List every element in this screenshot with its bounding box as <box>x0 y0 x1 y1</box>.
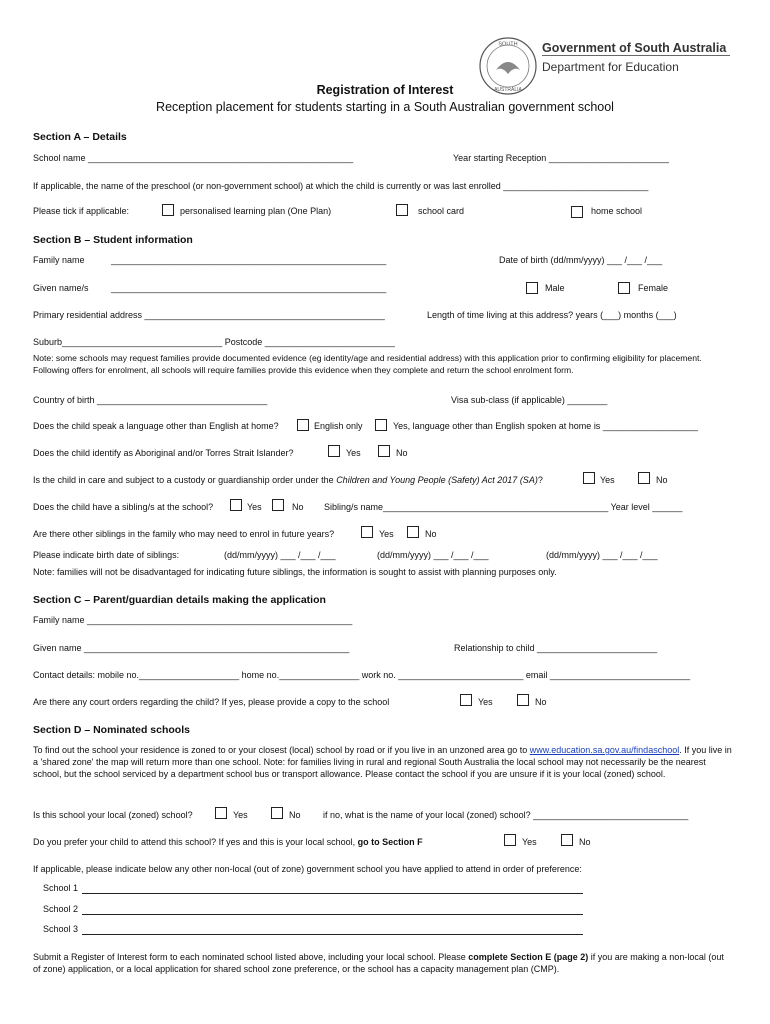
local-yes-checkbox[interactable] <box>215 807 227 819</box>
future-siblings-question: Are there other siblings in the family who may need to enrol in future years? <box>33 529 335 539</box>
residential-address-field[interactable]: Primary residential address ________________________________________________ <box>33 310 385 320</box>
one-plan-checkbox[interactable] <box>162 204 174 216</box>
court-yes-label: Yes <box>478 697 493 707</box>
relationship-field[interactable]: Relationship to child ________________________ <box>454 643 658 653</box>
preschool-field[interactable]: If applicable, the name of the preschool (or non-government school) at which the child is currently or was last enrolled _____________________________ <box>33 181 649 191</box>
evidence-note: Note: some schools may request families provide documented evidence (eg identity/age and residential address) with this application prior to confirming eligibility for placement. Following offers for enrolment, all schools will require families provide this evidence when they complete and return the school enrolment form. <box>33 353 702 375</box>
aboriginal-question: Does the child identify as Aboriginal and/or Torres Strait Islander? <box>33 448 294 458</box>
care-no-checkbox[interactable] <box>638 472 650 484</box>
english-only-label: English only <box>314 421 363 431</box>
future-yes-checkbox[interactable] <box>361 526 373 538</box>
school-card-label: school card <box>418 206 465 216</box>
prefer-no-checkbox[interactable] <box>561 834 573 846</box>
one-plan-label: personalised learning plan (One Plan) <box>180 206 332 216</box>
aboriginal-no-checkbox[interactable] <box>378 445 390 457</box>
court-no-checkbox[interactable] <box>517 694 529 706</box>
section-d-heading: Section D – Nominated schools <box>33 724 190 736</box>
page-title: Registration of Interest <box>316 83 454 97</box>
submit-instructions: Submit a Register of Interest form to each nominated school listed above, including your local school. Please complete Section E (page 2) if you are making a non-local (out of zone) application, or a local application for shared school zone preference, or the school has a capacity management plan (CMP). <box>33 952 724 974</box>
student-given-names-field[interactable]: _______________________________________________________ <box>111 283 387 293</box>
local-no-checkbox[interactable] <box>271 807 283 819</box>
school-card-checkbox[interactable] <box>396 204 408 216</box>
court-no-label: No <box>535 697 547 707</box>
sibling-yes-checkbox[interactable] <box>230 499 242 511</box>
school-3-field[interactable] <box>82 934 583 935</box>
school-1-label: School 1 <box>43 883 79 893</box>
court-orders-question: Are there any court orders regarding the child? If yes, please provide a copy to the school <box>33 697 390 707</box>
section-a-heading: Section A – Details <box>33 131 127 143</box>
svg-text:SOUTH: SOUTH <box>498 41 518 48</box>
aboriginal-no-label: No <box>396 448 408 458</box>
logo-divider <box>542 55 730 56</box>
local-school-name-field[interactable]: if no, what is the name of your local (zoned) school? _______________________________ <box>323 810 689 820</box>
sibling-birth-date-3[interactable]: (dd/mm/yyyy) ___ /___ /___ <box>546 550 658 560</box>
department-name: Department for Education <box>542 60 679 74</box>
student-family-name-label: Family name <box>33 255 85 265</box>
care-question: Is the child in care and subject to a custody or guardianship order under the Children and Young People (Safety) Act 2017 (SA)? <box>33 475 543 485</box>
school-1-field[interactable] <box>82 893 583 894</box>
prefer-yes-label: Yes <box>522 837 537 847</box>
prefer-no-label: No <box>579 837 591 847</box>
find-school-paragraph: To find out the school your residence is zoned to or your closest (local) school by road or if you live in an unzoned area go to www.education.sa.gov.au/findaschool. If you live in a 'shared zone' the map will return more than one school. Note: for families living in rural and regional South Australia the local school may not necessarily be the nearest school, but the school serviced by a department school bus or transport allowance. Please contact the school if you are unsure if it is your local (zoned) school. <box>33 745 732 779</box>
section-b-heading: Section B – Student information <box>33 234 193 246</box>
date-of-birth-field[interactable]: Date of birth (dd/mm/yyyy) ___ /___ /___ <box>499 255 663 265</box>
visa-subclass-field[interactable]: Visa sub-class (if applicable) ________ <box>451 395 608 405</box>
local-yes-label: Yes <box>233 810 248 820</box>
local-school-question: Is this school your local (zoned) school? <box>33 810 193 820</box>
school-3-label: School 3 <box>43 924 79 934</box>
sibling-birth-dates-label: Please indicate birth date of siblings: <box>33 550 180 560</box>
parent-given-name-field[interactable]: Given name _____________________________________________________ <box>33 643 350 653</box>
school-2-field[interactable] <box>82 914 583 915</box>
local-no-label: No <box>289 810 301 820</box>
female-label: Female <box>638 283 669 293</box>
other-language-checkbox[interactable] <box>375 419 387 431</box>
english-only-checkbox[interactable] <box>297 419 309 431</box>
page-subtitle: Reception placement for students starting in a South Australian government school <box>156 100 614 114</box>
sibling-name-field[interactable]: Sibling/s name_____________________________________________ Year level ______ <box>324 502 683 512</box>
sibling-no-label: No <box>292 502 304 512</box>
female-checkbox[interactable] <box>618 282 630 294</box>
aboriginal-yes-checkbox[interactable] <box>328 445 340 457</box>
parent-family-name-field[interactable]: Family name _____________________________________________________ <box>33 615 353 625</box>
male-checkbox[interactable] <box>526 282 538 294</box>
school-name-field[interactable]: School name _____________________________________________________ <box>33 153 354 163</box>
section-c-heading: Section C – Parent/guardian details making the application <box>33 594 326 606</box>
sibling-birth-date-1[interactable]: (dd/mm/yyyy) ___ /___ /___ <box>224 550 336 560</box>
aboriginal-yes-label: Yes <box>346 448 361 458</box>
home-school-label: home school <box>591 206 643 216</box>
school-2-label: School 2 <box>43 904 79 914</box>
sibling-yes-label: Yes <box>247 502 262 512</box>
future-yes-label: Yes <box>379 529 394 539</box>
other-language-field[interactable]: Yes, language other than English spoken at home is ___________________ <box>393 421 698 431</box>
language-question: Does the child speak a language other than English at home? <box>33 421 279 431</box>
siblings-note: Note: families will not be disadvantaged for indicating future siblings, the information is sought to assist with planning purposes only. <box>33 567 557 577</box>
prefer-yes-checkbox[interactable] <box>504 834 516 846</box>
tick-applicable-label: Please tick if applicable: <box>33 206 130 216</box>
care-yes-checkbox[interactable] <box>583 472 595 484</box>
future-no-checkbox[interactable] <box>407 526 419 538</box>
male-label: Male <box>545 283 565 293</box>
care-no-label: No <box>656 475 668 485</box>
court-yes-checkbox[interactable] <box>460 694 472 706</box>
suburb-postcode-field[interactable]: Suburb________________________________ Postcode __________________________ <box>33 337 395 347</box>
future-no-label: No <box>425 529 437 539</box>
student-family-name-field[interactable]: _______________________________________________________ <box>111 255 387 265</box>
year-starting-field[interactable]: Year starting Reception ________________________ <box>453 153 669 163</box>
non-local-instruction: If applicable, please indicate below any other non-local (out of zone) government school you have applied to attend in order of preference: <box>33 864 582 874</box>
svg-text:AUSTRALIA: AUSTRALIA <box>494 87 522 93</box>
length-at-address-field[interactable]: Length of time living at this address? years (___) months (___) <box>427 310 677 320</box>
care-yes-label: Yes <box>600 475 615 485</box>
prefer-school-question: Do you prefer your child to attend this school? If yes and this is your local school, go to Section F <box>33 837 423 847</box>
student-given-names-label: Given name/s <box>33 283 89 293</box>
sibling-birth-date-2[interactable]: (dd/mm/yyyy) ___ /___ /___ <box>377 550 489 560</box>
sibling-question: Does the child have a sibling/s at the school? <box>33 502 214 512</box>
home-school-checkbox[interactable] <box>571 206 583 218</box>
country-of-birth-field[interactable]: Country of birth __________________________________ <box>33 395 268 405</box>
sibling-no-checkbox[interactable] <box>272 499 284 511</box>
contact-details-field[interactable]: Contact details: mobile no.____________________ home no.________________ work no. _________________________ email ____________________________ <box>33 670 691 680</box>
findaschool-link[interactable]: www.education.sa.gov.au/findaschool <box>529 745 680 755</box>
government-name: Government of South Australia <box>542 41 727 55</box>
